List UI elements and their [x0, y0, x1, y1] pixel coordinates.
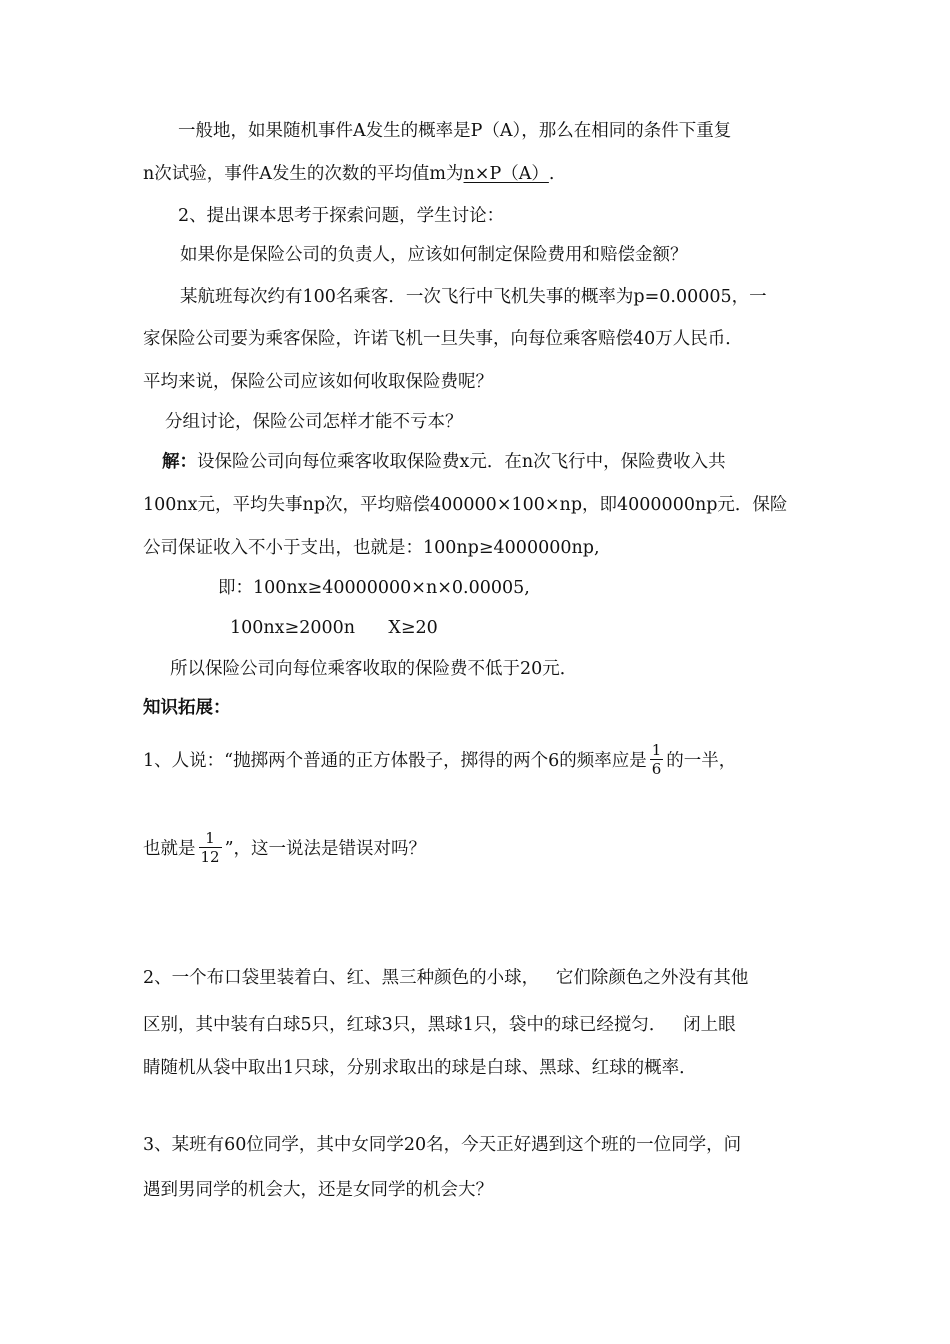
fraction-numerator: 1 [651, 741, 662, 759]
exercise-line: 3、某班有60位同学，其中女同学20名，今天正好遇到这个班的一位同学，问 [143, 1135, 742, 1155]
example-line: 平均来说，保险公司应该如何收取保险费呢？ [143, 372, 493, 392]
exercise-line: 遇到男同学的机会大，还是女同学的机会大？ [143, 1180, 493, 1200]
underlined-answer: n×P（A） [463, 164, 549, 184]
exercise-line [143, 743, 736, 780]
fraction-one-sixth [650, 741, 664, 778]
text-segment: 的一半， [666, 751, 737, 771]
text-segment: . [548, 164, 555, 184]
paragraph-line: 一般地，如果随机事件A发生的概率是P（A），那么在相同的条件下重复 [178, 121, 732, 141]
example-line: 某航班每次约有100名乘客．一次飞行中飞机失事的概率为p=0.00005，一 [180, 287, 767, 307]
text-segment: n次试验，事件A发生的次数的平均值m为 [143, 164, 464, 184]
equation-line: 即：100nx≥40000000×n×0.00005, [218, 578, 530, 598]
text-segment: 也就是 [143, 839, 196, 859]
text-segment: 设保险公司向每位乘客收取保险费x元．在n次飞行中，保险费收入共 [197, 452, 726, 472]
solution-label: 解： [162, 452, 197, 472]
fraction-denominator: 12 [200, 848, 220, 866]
section-heading: 知识拓展： [143, 698, 231, 718]
conclusion-line: 所以保险公司向每位乘客收取的保险费不低于20元． [170, 659, 578, 679]
text-segment: 1、人说：“抛掷两个普通的正方体骰子，掷得的两个6的频率应是 [143, 751, 647, 771]
exercise-line [143, 831, 426, 868]
exercise-line: 2、一个布口袋里装着白、红、黑三种颜色的小球， 它们除颜色之外没有其他 [143, 968, 749, 988]
discussion-line: 分组讨论，保险公司怎样才能不亏本？ [165, 412, 463, 432]
exercise-line: 区别，其中装有白球5只，红球3只，黑球1只，袋中的球已经搅匀． 闭上眼 [143, 1015, 736, 1035]
exercise-line: 睛随机从袋中取出1只球，分别求取出的球是白球、黑球、红球的概率． [143, 1058, 697, 1078]
fraction-numerator: 1 [205, 829, 215, 847]
solution-line: 100nx元，平均失事np次，平均赔偿400000×100×np，即4000000np元．保险 [143, 495, 788, 515]
solution-line [162, 450, 726, 474]
example-line: 家保险公司要为乘客保险，许诺飞机一旦失事，向每位乘客赔偿40万人民币． [143, 329, 743, 349]
text-segment: ”，这一说法是错误对吗？ [224, 839, 427, 859]
equation-line: 100nx≥2000n X≥20 [230, 618, 438, 638]
fraction-one-twelfth [199, 829, 222, 866]
question-line: 如果你是保险公司的负责人，应该如何制定保险费用和赔偿金额？ [180, 245, 688, 265]
paragraph-line [143, 162, 554, 186]
solution-line: 公司保证收入不小于支出，也就是：100np≥4000000np, [143, 538, 600, 558]
section-heading: 2、提出课本思考于探索问题，学生讨论： [178, 206, 505, 226]
fraction-denominator: 6 [651, 760, 662, 778]
